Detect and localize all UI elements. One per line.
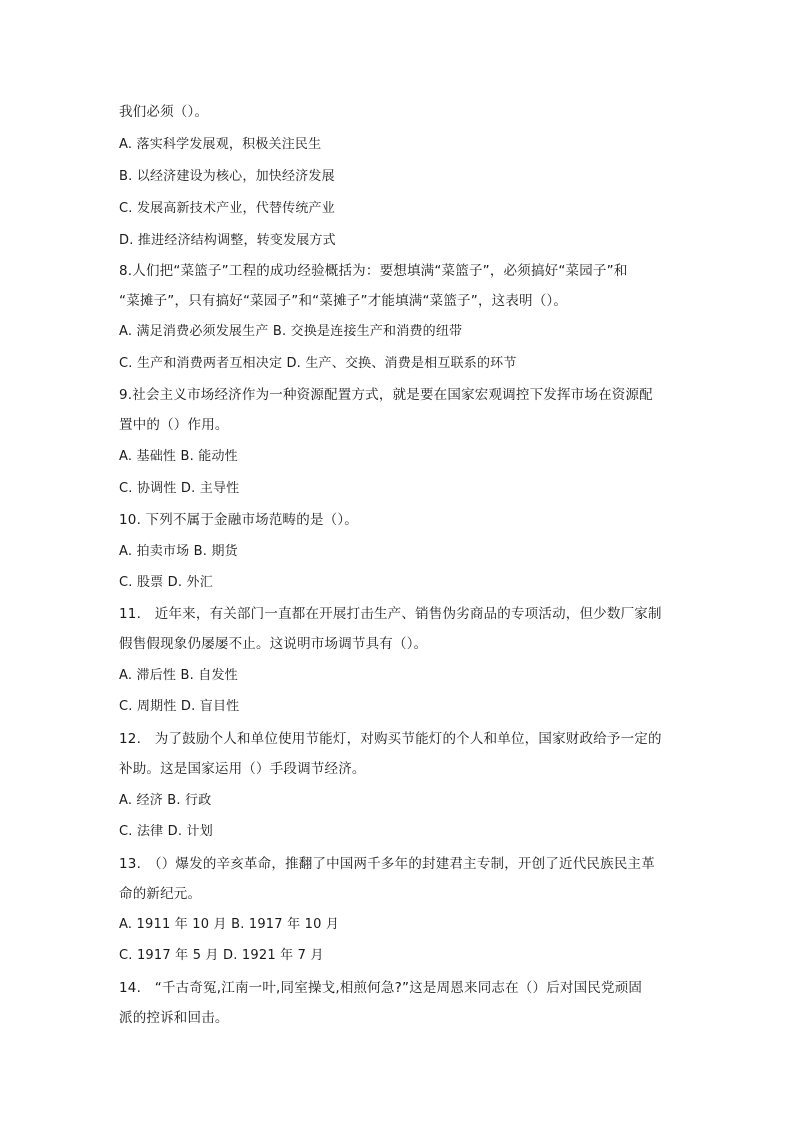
option-line: A. 1911 年 10 月 B. 1917 年 10 月	[119, 917, 340, 932]
option-line: D. 推进经济结构调整，转变发展方式	[119, 233, 336, 248]
question-9-line-1: 9.社会主义市场经济作为一种资源配置方式，就是要在国家宏观调控下发挥市场在资源配	[119, 387, 653, 403]
question-9-line-2: 置中的（）作用。	[119, 417, 229, 433]
text-line: 我们必须（）。	[119, 104, 209, 120]
question-11-line-1: 11. 近年来，有关部门一直都在开展打击生产、销售伪劣商品的专项活动，但少数厂家制	[119, 606, 662, 622]
option-line: C. 1917 年 5 月 D. 1921 年 7 月	[119, 948, 324, 963]
option-line: C. 周期性 D. 盲目性	[119, 699, 240, 714]
question-14-line-2: 派的控诉和回击。	[119, 1010, 229, 1026]
question-10-line: 10. 下列不属于金融市场范畴的是（）。	[119, 512, 359, 528]
question-12-line-2: 补助。这是国家运用（）手段调节经济。	[119, 761, 366, 777]
question-14-line-1: 14. “千古奇冤,江南一叶,同室操戈,相煎何急?”这是周恩来同志在（）后对国民党顽固	[119, 980, 643, 996]
option-line: A. 落实科学发展观，积极关注民生	[119, 137, 322, 152]
option-line: C. 股票 D. 外汇	[119, 575, 213, 590]
option-line: B. 以经济建设为核心，加快经济发展	[119, 169, 335, 184]
question-8-line-1: 8.人们把“菜篮子”工程的成功经验概括为：要想填满“菜篮子”，必须搞好“菜园子”和	[119, 263, 628, 279]
question-11-line-2: 假售假现象仍屡屡不止。这说明市场调节具有（）。	[119, 636, 428, 652]
option-line: C. 发展高新技术产业，代替传统产业	[119, 201, 335, 216]
option-line: C. 生产和消费两者互相决定 D. 生产、交换、消费是相互联系的环节	[119, 356, 517, 371]
option-line: C. 协调性 D. 主导性	[119, 481, 240, 496]
option-line: A. 满足消费必须发展生产 B. 交换是连接生产和消费的纽带	[119, 324, 463, 339]
question-12-line-1: 12. 为了鼓励个人和单位使用节能灯，对购买节能灯的个人和单位，国家财政给予一定的	[119, 731, 662, 747]
option-line: A. 拍卖市场 B. 期货	[119, 544, 238, 559]
option-line: C. 法律 D. 计划	[119, 824, 213, 839]
option-line: A. 基础性 B. 能动性	[119, 449, 238, 464]
option-line: A. 经济 B. 行政	[119, 793, 212, 808]
question-13-line-2: 命的新纪元。	[119, 886, 202, 902]
option-line: A. 滞后性 B. 自发性	[119, 668, 238, 683]
question-8-line-2: “菜摊子”，只有搞好“菜园子”和“菜摊子”才能填满“菜篮子”，这表明（）。	[119, 293, 568, 309]
question-13-line-1: 13. （）爆发的辛亥革命，推翻了中国两千多年的封建君主专制，开创了近代民族民主革	[119, 856, 655, 872]
